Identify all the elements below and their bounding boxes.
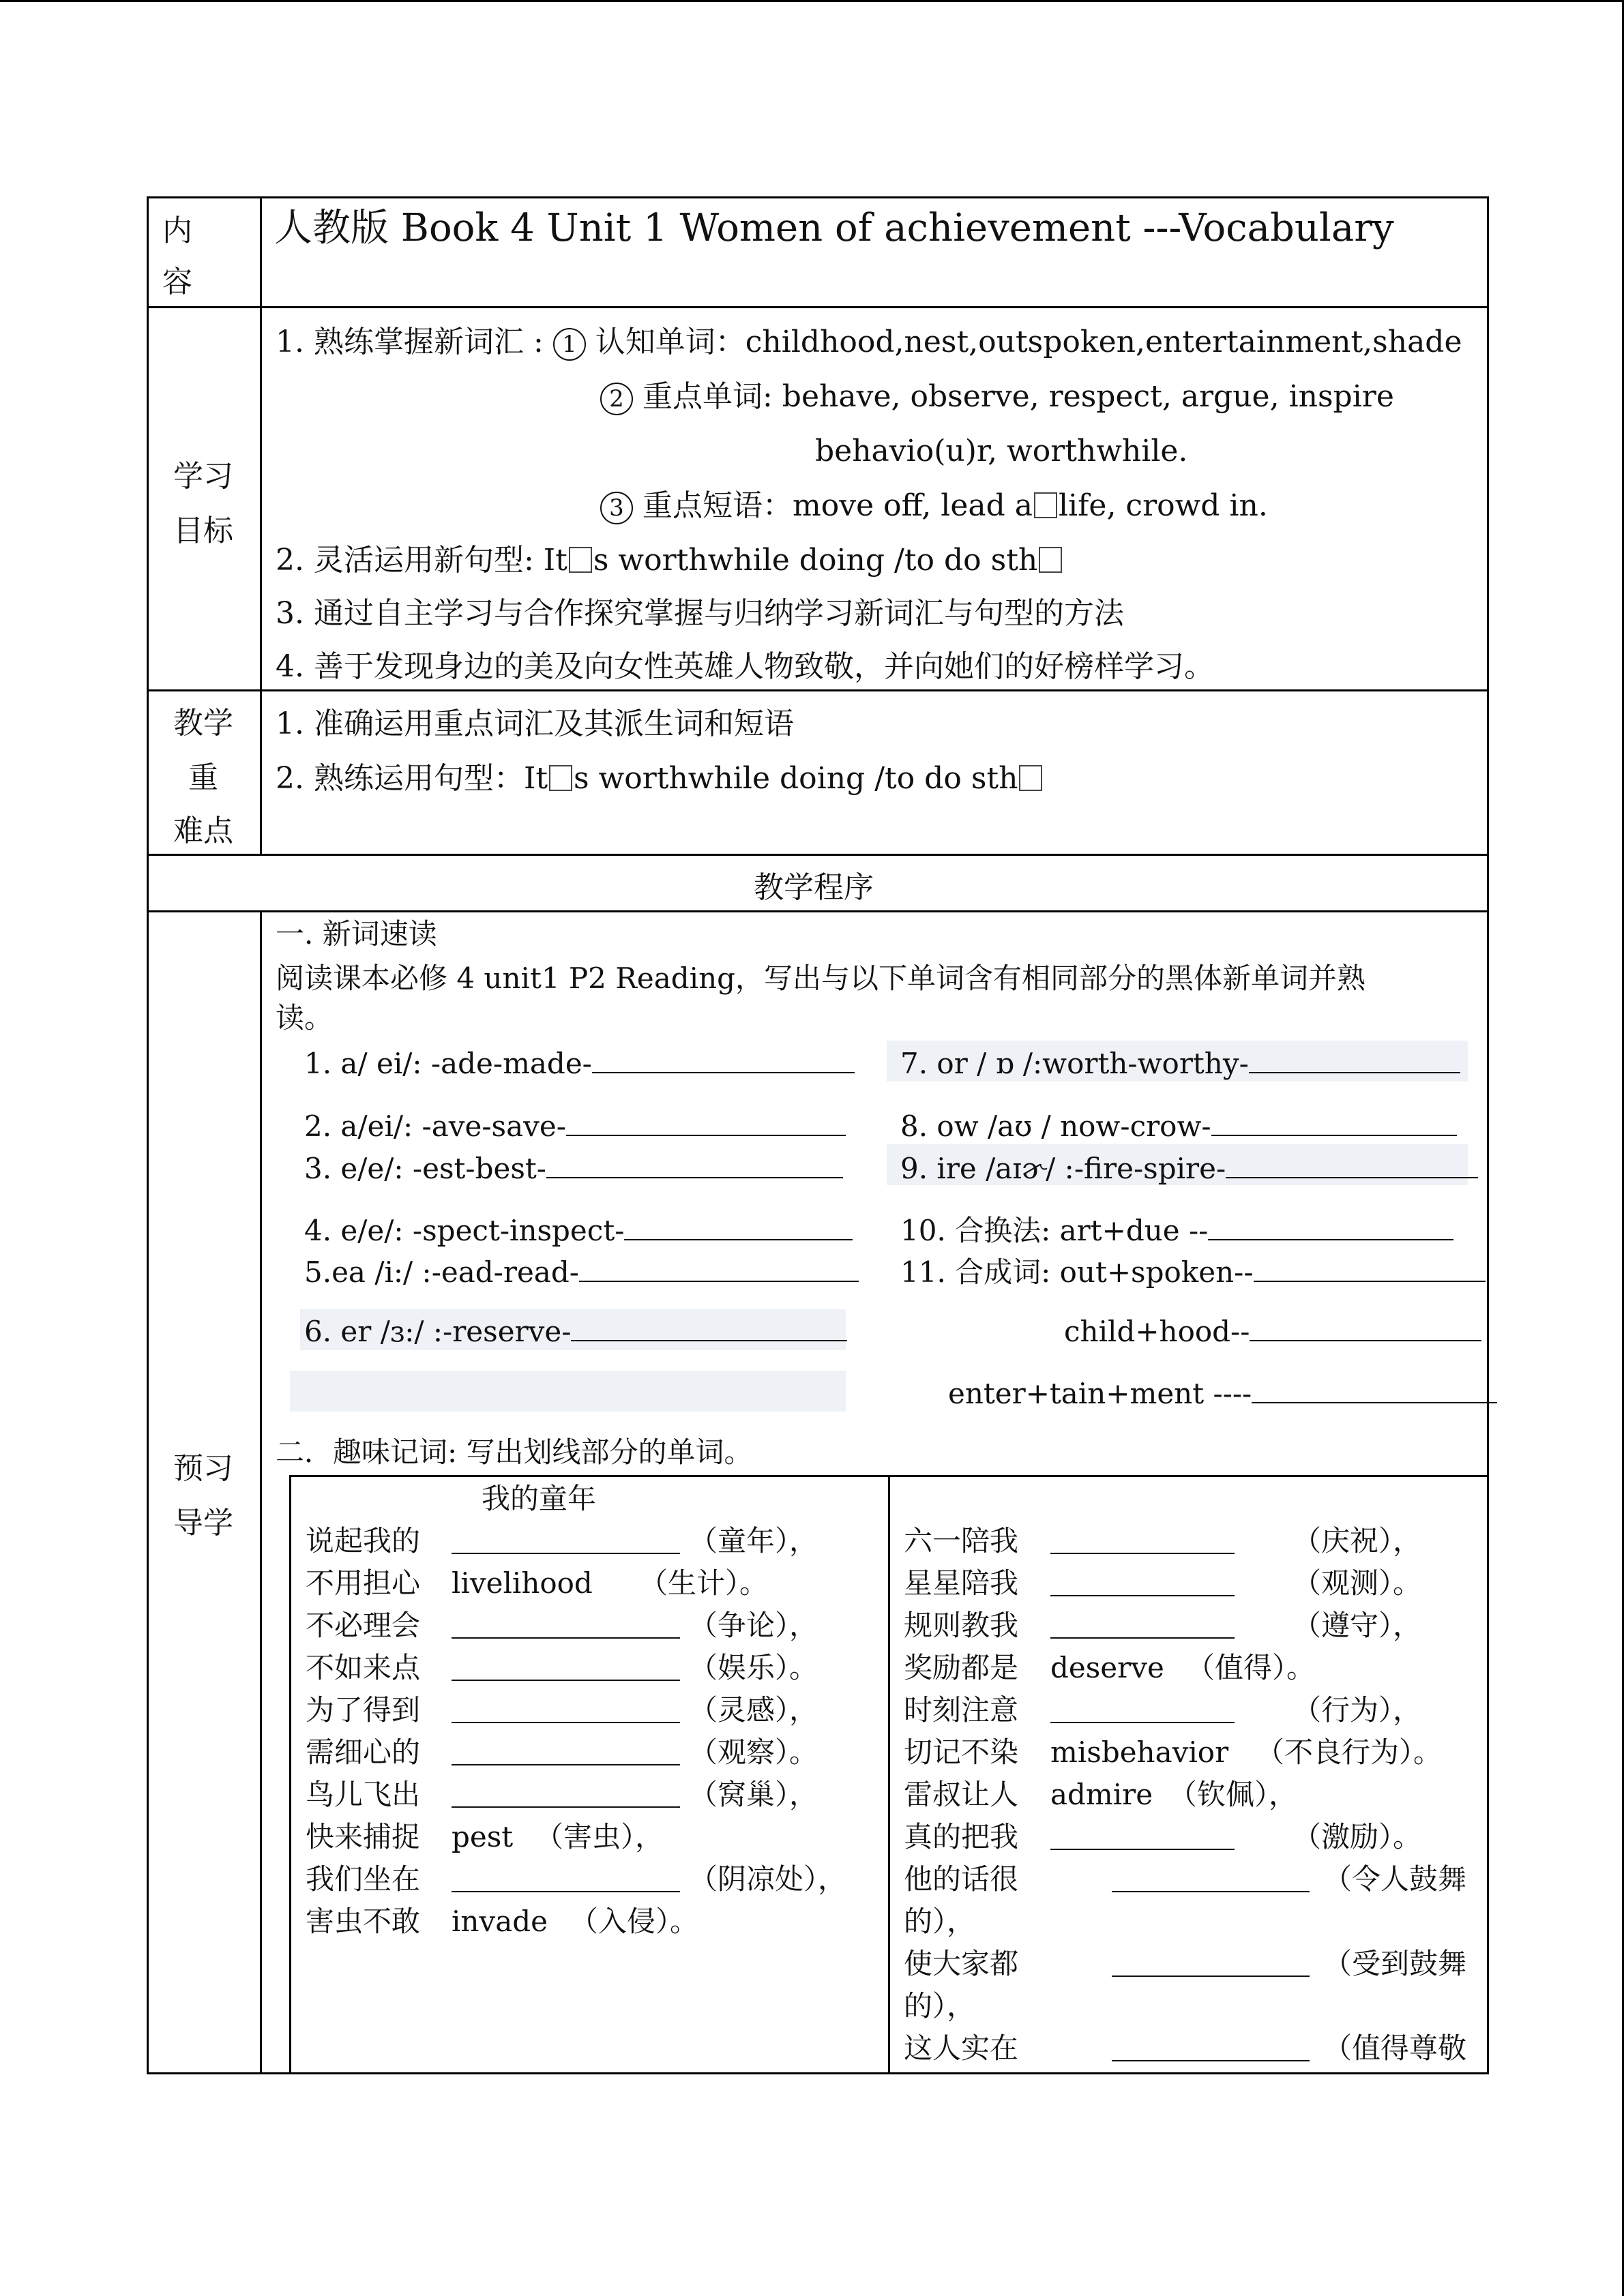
objective-1b-text: 重点单词: behave, observe, respect, argue, inspire [643,379,1394,414]
answer-blank[interactable] [452,1553,680,1554]
vocab-item [304,1212,853,1248]
missing-glyph-box [1019,765,1042,791]
vocab-item-text: 8. ow /aʊ / now-crow- [900,1109,1211,1143]
poem-line-lead: 快来捕捉 [306,1820,421,1853]
vocab-item [948,1375,1497,1411]
answer-blank[interactable] [566,1107,846,1136]
label-column-divider [260,196,262,854]
answer-blank[interactable] [1050,1595,1235,1596]
answer-blank[interactable] [452,1680,680,1681]
poem-line-lead: 他的话很 [904,1862,1019,1896]
section2-heading: 二．趣味记词: 写出划线部分的单词。 [276,1435,753,1469]
poem-given-word: livelihood [452,1566,593,1600]
objective-4: 4. 善于发现身边的美及向女性英雄人物致敬，并向她们的好榜样学习。 [276,649,1214,684]
poem-line-gloss: （窝巢）， [689,1778,818,1811]
vocab-item [1064,1313,1481,1349]
poem-line-lead: 不如来点 [306,1651,421,1684]
vocab-item-text: 11. 合成词: out+spoken-- [900,1255,1254,1289]
row-divider [147,854,1489,856]
poem-line-gloss: （值得）。 [1186,1651,1316,1684]
poem-line-lead: 切记不染 [904,1735,1019,1769]
page-top-border [0,0,1624,2]
poem-line-lead: 真的把我 [904,1820,1019,1853]
answer-blank[interactable] [592,1045,855,1073]
vocab-item [304,1253,859,1289]
poem-line-lead: 奖励都是 [904,1651,1019,1684]
answer-blank[interactable] [1211,1107,1457,1136]
vocab-item-text: enter+tain+ment ---- [948,1377,1252,1410]
objective-1d-tail: life, crowd in. [1058,488,1268,523]
poem-line-gloss: （遵守）， [1293,1609,1422,1642]
answer-blank[interactable] [1112,2060,1310,2061]
section1-instruction-1: 阅读课本必修 4 unit1 P2 Reading，写出与以下单词含有相同部分的黑体新单词并熟 [276,961,1366,995]
answer-blank[interactable] [546,1150,843,1178]
poem-given-word: admire [1050,1778,1153,1811]
answer-blank[interactable] [1050,1637,1235,1639]
answer-blank[interactable] [1112,1891,1310,1892]
vocab-item-text: 9. ire /aɪɚ/ :-fire-spire- [900,1152,1226,1185]
label-keypoints-3: 难点 [173,814,233,848]
answer-blank[interactable] [624,1212,853,1240]
objective-1d [600,479,1268,533]
missing-glyph-box [549,765,572,791]
poem-line-lead: 说起我的 [306,1524,421,1557]
vocab-item [304,1150,843,1186]
objective-1d-text: 重点短语：move off, lead a [643,488,1033,523]
objective-1b [600,370,1394,424]
missing-glyph-box [569,547,592,573]
vocab-item-text: 7. or / ɒ /:worth-worthy- [900,1047,1249,1080]
label-content-2: 容 [162,265,192,299]
label-content-1: 内 [162,213,192,248]
poem-line-gloss: （害虫）， [535,1820,664,1853]
section1-heading: 一. 新词速读 [276,917,437,951]
answer-blank[interactable] [1249,1045,1460,1073]
label-preview-2: 导学 [173,1506,233,1540]
objective-2-post: s worthwhile doing /to do sth [593,543,1038,578]
vocab-item [900,1212,1453,1248]
answer-blank[interactable] [452,1806,680,1808]
poem-line-gloss: （争论）， [689,1609,818,1642]
label-column-divider [260,910,262,2074]
vocab-item-text: 3. e/e/: -est-best- [304,1152,546,1185]
poem-line-lead: 鸟儿飞出 [306,1778,421,1811]
label-objectives-1: 学习 [173,459,233,494]
answer-blank[interactable] [1112,1976,1310,1977]
vocab-item-text: 1. a/ ei/: -ade-made- [304,1047,592,1080]
circled-number-3: 3 [600,492,633,524]
procedure-header: 教学程序 [754,870,874,905]
poem-line-gloss: （激励）。 [1293,1820,1422,1853]
highlight-shade [290,1371,846,1412]
poem-title: 我的童年 [482,1482,597,1515]
answer-blank[interactable] [452,1637,680,1639]
circled-number-1: 1 [553,328,586,361]
poem-line-lead: 规则教我 [904,1609,1019,1642]
poem-given-word: deserve [1050,1651,1164,1684]
poem-line-gloss: （令人鼓舞 [1323,1862,1467,1896]
vocab-item-text: 10. 合换法: art+due -- [900,1214,1209,1247]
answer-blank[interactable] [452,1891,680,1892]
keypoint-2 [276,751,1044,806]
label-keypoints-1: 教学 [173,706,233,741]
poem-line-gloss: （行为）， [1293,1693,1422,1727]
objective-1-text: 认知单词：childhood,nest,outspoken,entertainment,shade [595,325,1462,359]
objective-1-prefix: 1. 熟练掌握新词汇 : [276,325,544,359]
poem-line-lead: 的）， [904,1905,976,1938]
answer-blank[interactable] [1254,1253,1486,1282]
vocab-item-text: 6. er /ɜ:/ :-reserve- [304,1315,572,1348]
poem-line-gloss: （值得尊敬 [1323,2031,1467,2065]
objective-3: 3. 通过自主学习与合作探究掌握与归纳学习新词汇与句型的方法 [276,596,1124,631]
page-title: 人教版 Book 4 Unit 1 Women of achievement ---Vocabulary [274,206,1394,250]
answer-blank[interactable] [1050,1849,1235,1850]
keypoint-1: 1. 准确运用重点词汇及其派生词和短语 [276,706,794,741]
vocab-item [900,1253,1486,1289]
poem-line-gloss: （观测）。 [1293,1566,1422,1600]
poem-line-lead: 的）， [904,1989,976,2023]
answer-blank[interactable] [452,1764,680,1765]
poem-line-gloss: （生计）。 [639,1566,769,1600]
poem-line-lead: 不用担心 [306,1566,421,1600]
vocab-item-text: 4. e/e/: -spect-inspect- [304,1214,625,1247]
poem-line-gloss: （灵感）， [689,1693,818,1727]
keypoint-2-post: s worthwhile doing /to do sth [574,761,1018,796]
poem-line-gloss: （阴凉处）， [689,1862,847,1896]
poem-line-lead: 这人实在 [904,2031,1019,2065]
vocab-item-text: child+hood-- [1064,1315,1250,1348]
poem-column-divider [888,1475,890,2074]
answer-blank[interactable] [1050,1553,1235,1554]
poem-given-word: invade [452,1905,548,1938]
poem-given-word: misbehavior [1050,1735,1229,1769]
vocab-item [900,1045,1460,1081]
label-preview-1: 预习 [173,1451,233,1486]
answer-blank[interactable] [579,1253,859,1282]
poem-line-gloss: （观察）。 [689,1735,818,1769]
poem-line-lead: 为了得到 [306,1693,421,1727]
poem-line-gloss: （不良行为）。 [1256,1735,1443,1769]
poem-line-lead: 星星陪我 [904,1566,1019,1600]
vocab-item-text: 5.ea /i:/ :-ead-read- [304,1255,579,1289]
answer-blank[interactable] [1250,1313,1481,1341]
vocab-item [304,1045,855,1081]
poem-line-gloss: （入侵）。 [570,1905,699,1938]
missing-glyph-box [1034,492,1057,518]
answer-blank[interactable] [1252,1375,1497,1403]
answer-blank[interactable] [1050,1722,1235,1723]
objective-1c: behavio(u)r, worthwhile. [815,434,1188,468]
answer-blank[interactable] [1208,1212,1453,1240]
vocab-item [900,1107,1457,1144]
objective-2 [276,533,1063,588]
poem-line-lead: 我们坐在 [306,1862,421,1896]
row-divider [147,306,1489,308]
objective-2-pre: 2. 灵活运用新句型: It [276,543,567,578]
poem-line-gloss: （钦佩）， [1168,1778,1298,1811]
poem-line-gloss: （庆祝）， [1293,1524,1422,1557]
label-keypoints-2: 重 [188,760,218,795]
poem-line-gloss: （受到鼓舞 [1323,1947,1467,1980]
poem-line-lead: 时刻注意 [904,1693,1019,1727]
vocab-item-text: 2. a/ei/: -ave-save- [304,1109,566,1143]
poem-line-gloss: （娱乐）。 [689,1651,818,1684]
answer-blank[interactable] [1226,1150,1478,1178]
poem-line-lead: 使大家都 [904,1947,1019,1980]
vocab-item [304,1107,846,1144]
keypoint-2-pre: 2. 熟练运用句型：It [276,761,548,796]
answer-blank[interactable] [571,1313,847,1341]
poem-line-lead: 六一陪我 [904,1524,1019,1557]
answer-blank[interactable] [452,1722,680,1723]
poem-line-lead: 害虫不敢 [306,1905,421,1938]
poem-line-gloss: （童年）， [689,1524,818,1557]
circled-number-2: 2 [600,383,633,415]
label-objectives-2: 目标 [173,513,233,548]
poem-given-word: pest [452,1820,514,1853]
poem-line-lead: 需细心的 [306,1735,421,1769]
section1-instruction-2: 读。 [276,1001,334,1034]
vocab-item [900,1150,1478,1186]
objective-1 [276,315,1462,370]
poem-line-lead: 不必理会 [306,1609,421,1642]
poem-line-lead: 雷叔让人 [904,1778,1019,1811]
vocab-item [304,1313,847,1349]
missing-glyph-box [1039,547,1062,573]
